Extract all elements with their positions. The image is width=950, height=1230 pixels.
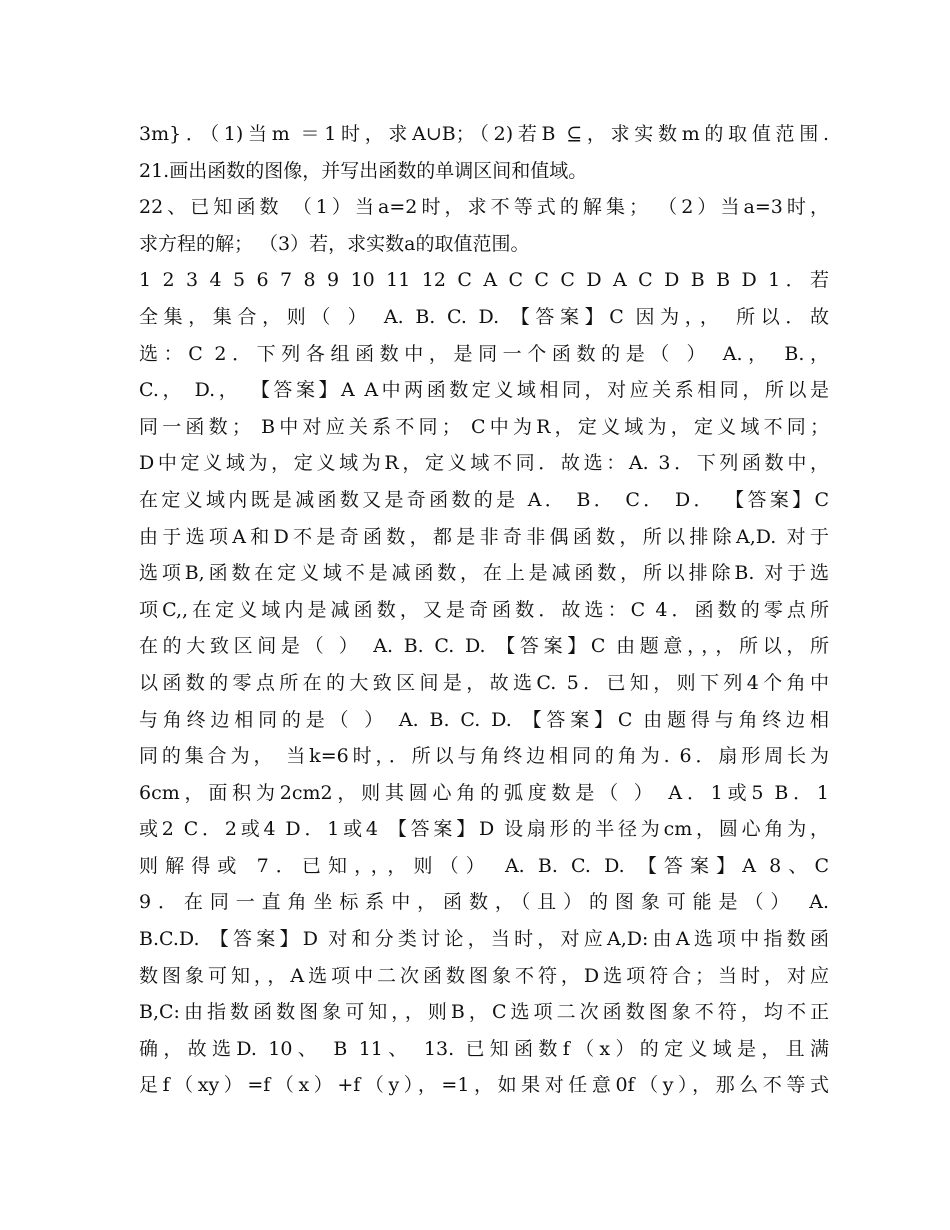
text-line: 同一函数； B中对应关系不同； C中为R，定义域为，定义域不同； — [139, 415, 829, 438]
text-line: 全集，集合，则（ ） A. B. C. D. 【答案】C 因为，， 所以．故 — [139, 305, 829, 328]
text-line: 在定义域内既是减函数又是奇函数的是 A． B． C． D． 【答案】C — [139, 488, 829, 511]
text-line: 或2 C．2或4 D．1或4 【答案】D 设扇形的半径为cm，圆心角为， — [139, 818, 829, 841]
text-line: 确，故选D. 10、 B 11、 13. 已知函数f（x）的定义域是，且满 — [139, 1037, 829, 1060]
text-line: 选：C 2．下列各组函数中，是同一个函数的是（ ） A.， B.， — [139, 342, 829, 365]
text-line: 选项B,函数在定义域不是减函数，在上是减函数，所以排除B. 对于选 — [139, 562, 829, 585]
text-line: 求方程的解； （3）若，求实数a的取值范围。 — [139, 232, 530, 255]
text-line: 与角终边相同的是（ ） A. B. C. D. 【答案】C 由题得与角终边相 — [139, 708, 829, 731]
text-line: C.， D.， 【答案】A A中两函数定义域相同，对应关系相同，所以是 — [139, 379, 829, 402]
text-line: 1 2 3 4 5 6 7 8 9 10 11 12 C A C C C D A C D B B D 1．若 — [139, 269, 829, 292]
text-line: 项C,,在定义域内是减函数，又是奇函数．故选：C 4．函数的零点所 — [139, 598, 829, 621]
text-line: 6cm，面积为2cm2，则其圆心角的弧度数是（ ） A．1或5 B．1 — [139, 781, 829, 804]
text-line: D中定义域为，定义域为R，定义域不同．故选：A. 3．下列函数中， — [139, 452, 829, 475]
text-line: 由于选项A和D不是奇函数，都是非奇非偶函数，所以排除A,D. 对于 — [139, 525, 829, 548]
text-line: 3m}．（1)当m ＝1时，求A∪B；（2)若B ⊆，求实数m的取值范围. — [139, 123, 829, 145]
document-text — [139, 116, 829, 1104]
text-line: 21.画出函数的图像，并写出函数的单调区间和值域。 — [139, 159, 588, 182]
text-line: 以函数的零点所在的大致区间是，故选C. 5．已知，则下列4个角中 — [139, 671, 829, 694]
text-line: B,C:由指数函数图象可知，，则B，C选项二次函数图象不符，均不正 — [139, 1001, 829, 1024]
text-line: 9．在同一直角坐标系中，函数，（且）的图象可能是（） A. — [139, 891, 829, 914]
text-line: 在的大致区间是（ ） A. B. C. D. 【答案】C 由题意，，，所以，所 — [139, 635, 829, 658]
text-line: 数图象可知，，A选项中二次函数图象不符，D选项符合；当时，对应 — [139, 964, 829, 987]
text-line: 则解得或 7．已知，，，则（） A. B. C. D. 【答案】A 8、C — [139, 854, 829, 877]
text-line: 足f（xy）=f（x）+f（y），=1，如果对任意0f（y），那么不等式 — [139, 1074, 829, 1097]
text-line: B.C.D. 【答案】D 对和分类讨论，当时，对应A,D:由A选项中指数函 — [139, 928, 829, 951]
text-line: 22、已知函数 （1）当a=2时，求不等式的解集； （2）当a=3时， — [139, 196, 829, 219]
text-line: 同的集合为， 当k=6时，．所以与角终边相同的角为. 6．扇形周长为 — [139, 745, 829, 768]
